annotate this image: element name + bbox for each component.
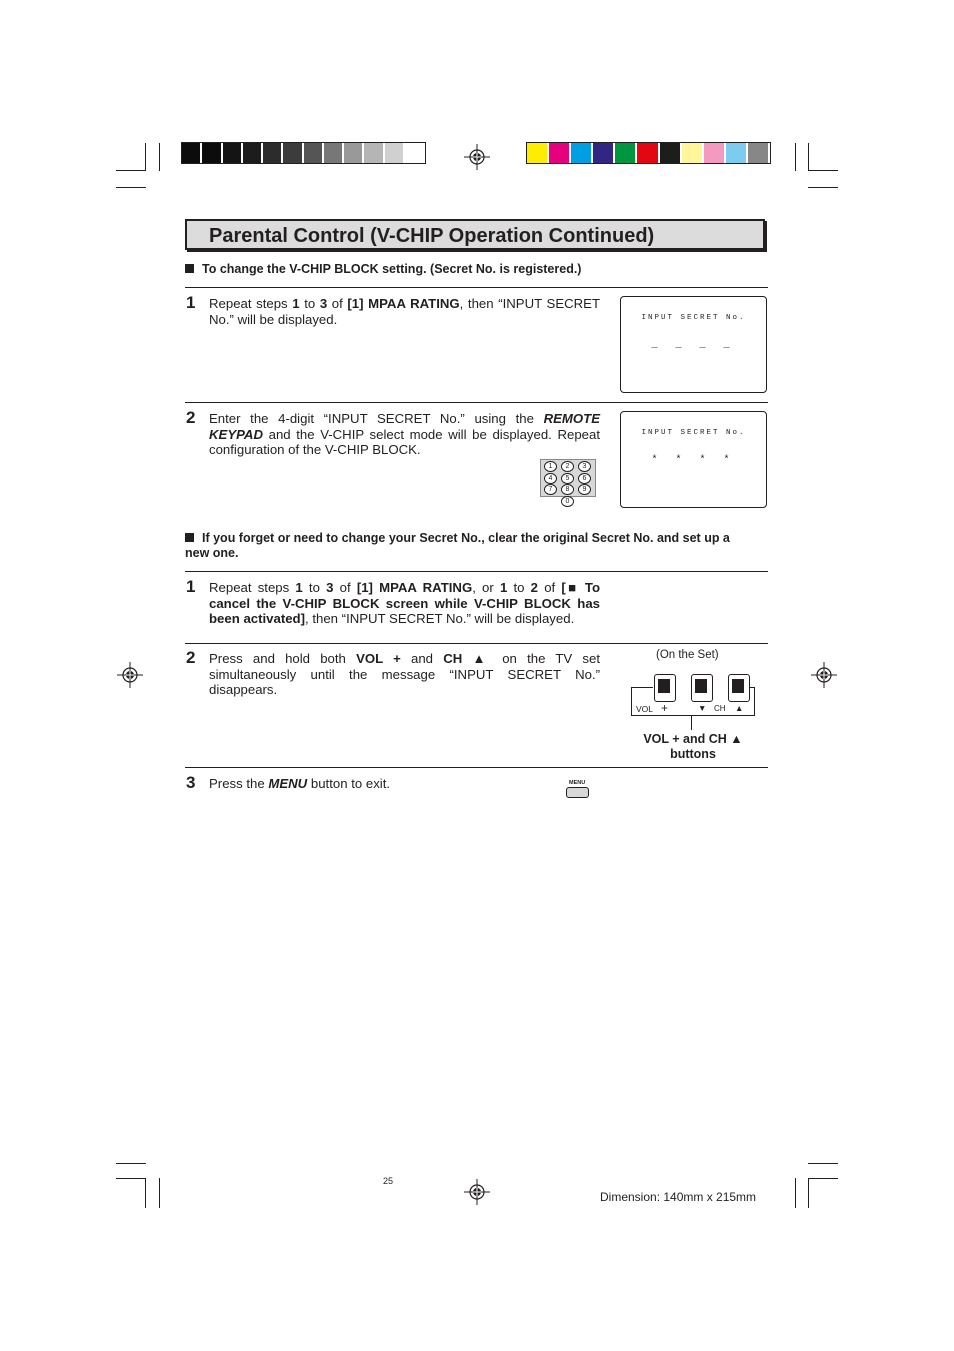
color-swatch [223, 143, 241, 163]
divider [185, 571, 768, 572]
keypad-key: 9 [578, 484, 591, 495]
text: Press and hold both [209, 651, 357, 666]
section-heading-text: To change the V-CHIP BLOCK setting. (Secret No. is registered.) [202, 262, 582, 276]
page-title-box [185, 219, 765, 250]
text: of [327, 296, 348, 311]
vol-label: VOL [636, 704, 654, 714]
text-bold-italic: REMOTE KEYPAD [209, 411, 600, 442]
caption-line: VOL + and CH ▲ [643, 732, 743, 746]
text: to [299, 296, 320, 311]
crop-mark [808, 1178, 838, 1179]
screen-label: INPUT SECRET No. [641, 314, 746, 322]
divider [185, 287, 768, 288]
keypad-key: 3 [578, 461, 591, 472]
keypad-key: 8 [561, 484, 574, 495]
text: of [538, 580, 562, 595]
crop-mark [808, 170, 838, 171]
color-swatch [324, 143, 342, 163]
text: , or [472, 580, 500, 595]
color-swatch [182, 143, 200, 163]
page-title: Parental Control (V-CHIP Operation Continued) [209, 225, 655, 247]
caption-leader-line [691, 716, 692, 730]
color-swatch [571, 143, 591, 163]
text-bold: VOL + [356, 651, 401, 666]
color-swatch [304, 143, 322, 163]
ch-label: CH [714, 704, 726, 713]
step-number: 2 [186, 648, 196, 667]
step-text [209, 651, 600, 698]
step-text [209, 296, 600, 327]
on-set-label: (On the Set) [656, 649, 719, 661]
color-swatch [527, 143, 547, 163]
color-swatch [748, 143, 768, 163]
color-swatch [682, 143, 702, 163]
screen-value: _ _ _ _ [651, 340, 736, 351]
crop-mark [808, 1163, 838, 1164]
text-bold: [1] MPAA RATING [347, 296, 460, 311]
up-arrow-icon: ▲ [735, 703, 744, 713]
color-swatch [637, 143, 657, 163]
text-bold: CH ▲ [443, 651, 493, 666]
text: and [400, 651, 444, 666]
tv-panel-top-left [631, 687, 653, 688]
registration-mark-icon [811, 662, 837, 688]
text-bold: 1 [295, 580, 303, 595]
page-number: 25 [383, 1176, 394, 1186]
keypad-key: 2 [561, 461, 574, 472]
keypad-key: 4 [544, 473, 557, 484]
crop-mark [795, 143, 796, 171]
crop-mark [116, 1163, 146, 1164]
screen-label: INPUT SECRET No. [641, 429, 746, 437]
tv-screen [620, 296, 767, 393]
keypad-key: 5 [561, 473, 574, 484]
bullet-square-icon [185, 264, 194, 273]
color-swatch [283, 143, 301, 163]
ch-down-button [691, 674, 713, 702]
text-bold: 1 [499, 580, 508, 595]
registration-mark-icon [117, 662, 143, 688]
ch-up-button [728, 674, 750, 702]
step-number: 3 [186, 773, 196, 792]
divider [185, 767, 768, 768]
registration-mark-icon [464, 144, 490, 170]
section-heading [185, 531, 750, 561]
step-text [209, 580, 600, 627]
text: Repeat steps [209, 580, 296, 595]
color-swatch [344, 143, 362, 163]
text: button to exit. [307, 776, 391, 791]
step-text [209, 411, 600, 458]
plus-icon: + [661, 701, 669, 715]
divider [185, 643, 768, 644]
dimension-note: Dimension: 140mm x 215mm [600, 1190, 757, 1204]
color-swatch [726, 143, 746, 163]
crop-mark [159, 1178, 160, 1208]
text: of [333, 580, 357, 595]
section-heading [185, 262, 765, 277]
text: Repeat steps [209, 296, 293, 311]
text: to [507, 580, 531, 595]
vol-plus-button [654, 674, 676, 702]
screen-value: * * * * [651, 455, 736, 466]
color-swatch [263, 143, 281, 163]
step-number: 1 [186, 577, 196, 596]
color-bar [526, 142, 771, 164]
buttons-caption [618, 732, 768, 761]
crop-mark [145, 1178, 146, 1208]
color-swatch [660, 143, 680, 163]
keypad-key: 0 [561, 496, 574, 507]
divider [185, 402, 768, 403]
color-swatch [549, 143, 569, 163]
section-heading-text: If you forget or need to change your Secret No., clear the original Secret No. and set up a new one. [185, 531, 730, 560]
crop-mark [795, 1178, 796, 1208]
text: on the TV set simultaneously until the message “INPUT SECRET No.” disappears. [209, 651, 600, 697]
crop-mark [808, 1178, 809, 1208]
color-swatch [704, 143, 724, 163]
color-swatch [615, 143, 635, 163]
down-arrow-icon: ▼ [698, 703, 707, 713]
text: Enter the 4-digit “INPUT SECRET No.” using the [209, 411, 544, 426]
crop-mark [116, 170, 146, 171]
grayscale-bar [181, 142, 426, 164]
color-swatch [364, 143, 382, 163]
text-bold: [1] MPAA RATING [356, 580, 473, 595]
text-bold: 3 [319, 296, 328, 311]
color-swatch [202, 143, 220, 163]
registration-mark-icon [464, 1179, 490, 1205]
menu-button-icon [566, 787, 589, 798]
step-number: 1 [186, 293, 196, 312]
color-swatch [385, 143, 403, 163]
crop-mark [116, 1178, 146, 1179]
text: to [302, 580, 327, 595]
step-number: 2 [186, 408, 196, 427]
text: Press the [209, 776, 269, 791]
keypad-key: 7 [544, 484, 557, 495]
crop-mark [159, 143, 160, 171]
text: , then “INPUT SECRET No.” will be displayed. [305, 611, 575, 626]
color-swatch [243, 143, 261, 163]
crop-mark [145, 143, 146, 171]
remote-keypad-icon [540, 459, 596, 505]
text-bold: 1 [292, 296, 300, 311]
color-swatch [405, 143, 423, 163]
step-text [209, 776, 600, 792]
tv-screen [620, 411, 767, 508]
text-bold-italic: MENU [268, 776, 308, 791]
keypad-key: 6 [578, 473, 591, 484]
menu-button-label: MENU [569, 780, 586, 786]
text: , then “INPUT SECRET No.” will be displayed. [209, 296, 601, 327]
text-bold: 3 [326, 580, 334, 595]
keypad-key: 1 [544, 461, 557, 472]
text: and the V-CHIP select mode will be displayed. Repeat configuration of the V-CHIP BLOCK. [209, 426, 600, 457]
text-bold: [■ To cancel the V-CHIP BLOCK screen while V-CHIP BLOCK has been activated] [209, 580, 601, 626]
bullet-square-icon [185, 533, 194, 542]
crop-mark [808, 143, 809, 171]
crop-mark [116, 187, 146, 188]
caption-line: buttons [670, 746, 716, 761]
crop-mark [808, 187, 838, 188]
color-swatch [593, 143, 613, 163]
text-bold: 2 [530, 580, 539, 595]
